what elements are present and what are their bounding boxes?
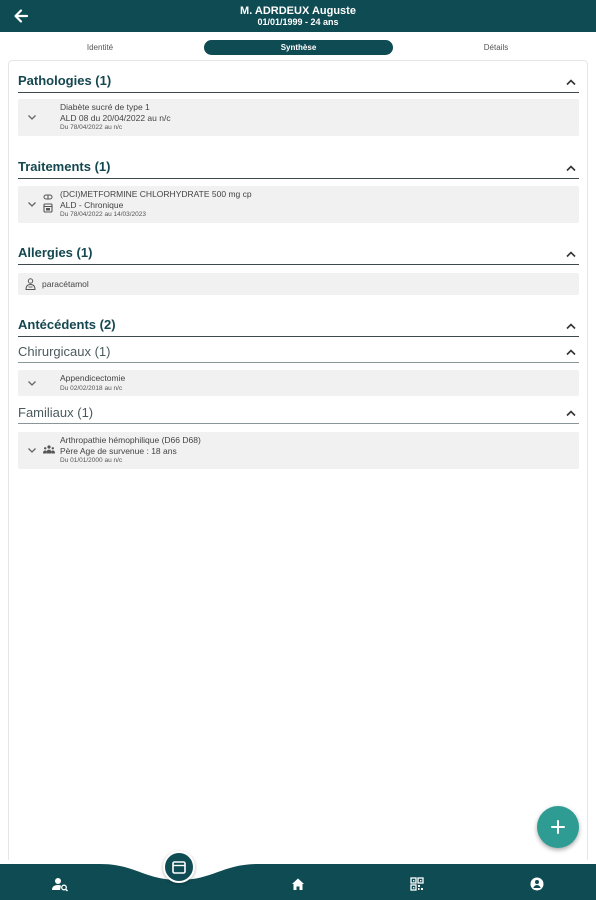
familiaux-title: Familiaux (1) [18,405,94,420]
familial-dates: Du 01/01/2000 au n/c [60,457,123,464]
patient-name: M. ADRDEUX Auguste [240,5,356,17]
chevron-up-icon[interactable] [565,78,577,86]
traitement-type: ALD - Chronique [60,200,124,210]
chirurgicaux-header[interactable] [18,341,579,363]
allergy-name: paracétamol [42,279,89,289]
chevron-up-icon[interactable] [565,250,577,258]
chevron-down-icon[interactable] [27,447,37,454]
chirurgicaux-title: Chirurgicaux (1) [18,344,111,359]
familial-detail: Père Age de survenue : 18 ans [60,446,177,456]
pathology-ald: ALD 08 du 20/04/2022 au n/c [60,113,171,123]
familial-name: Arthropathie hémophilique (D66 D68) [60,435,201,445]
pathologies-title: Pathologies (1) [18,73,112,88]
allergies-header[interactable] [18,241,579,265]
antecedents-header[interactable] [18,313,579,337]
tab-identite[interactable]: Identité [86,43,114,52]
traitements-title: Traitements (1) [18,159,111,174]
synthese-panel [8,60,588,860]
allergies-title: Allergies (1) [18,245,93,260]
chevron-up-icon[interactable] [565,348,577,356]
chevron-down-icon[interactable] [27,114,37,121]
tab-bar [0,32,596,60]
account-icon[interactable] [525,872,549,896]
chevron-up-icon[interactable] [565,164,577,172]
tab-details[interactable]: Détails [483,43,509,52]
pathologies-header[interactable] [18,69,579,93]
bottom-navigation [0,858,596,900]
familial-item[interactable] [18,432,579,469]
traitement-name: (DCI)METFORMINE CHLORHYDRATE 500 mg cp [60,189,252,199]
patient-search-icon[interactable] [48,872,72,896]
chevron-down-icon[interactable] [27,380,37,387]
traitement-item[interactable] [18,186,579,223]
pill-calendar-icon [43,193,53,215]
app-header [0,0,596,32]
chirurgical-name: Appendicectomie [60,373,126,383]
pathology-item[interactable] [18,99,579,136]
add-button[interactable] [537,806,579,848]
allergy-person-icon [25,278,36,290]
family-icon [43,445,55,454]
plus-icon [550,819,566,835]
chevron-up-icon[interactable] [565,322,577,330]
traitements-header[interactable] [18,155,579,179]
pathology-dates: Du 78/04/2022 au n/c [60,124,123,131]
patient-birth-info: 01/01/1999 - 24 ans [257,17,339,27]
chevron-up-icon[interactable] [565,409,577,417]
chirurgical-dates: Du 02/02/2018 au n/c [60,385,123,392]
tab-synthese[interactable]: Synthèse [204,40,393,55]
calendar-button[interactable] [163,851,195,883]
antecedents-title: Antécédents (2) [18,317,116,332]
traitement-dates: Du 78/04/2022 au 14/03/2023 [60,211,147,218]
allergy-item[interactable] [18,273,579,295]
qr-code-icon[interactable] [405,872,429,896]
calendar-icon [165,853,193,881]
chevron-down-icon[interactable] [27,201,37,208]
familiaux-header[interactable] [18,402,579,424]
chirurgical-item[interactable] [18,370,579,396]
home-icon[interactable] [286,872,310,896]
pathology-name: Diabète sucré de type 1 [60,102,150,112]
